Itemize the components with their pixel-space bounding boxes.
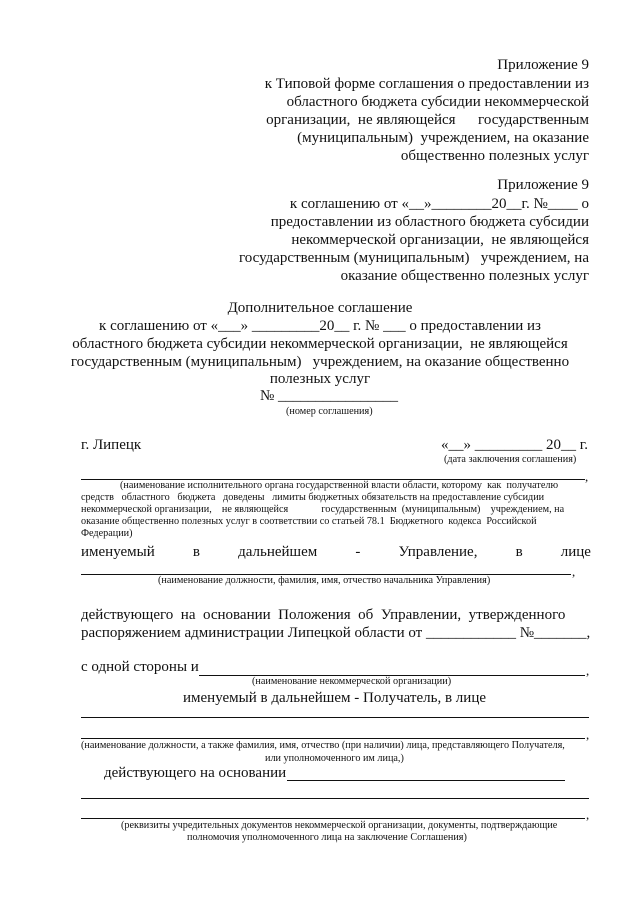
heading-title: Дополнительное соглашение [227, 300, 413, 316]
comma: , [585, 469, 589, 484]
appendix-2-line-2: предоставлении из областного бюджета субсидии [270, 214, 589, 230]
recipient-acting: действующего на основании [104, 765, 287, 781]
recipient-named: именуемый в дальнейшем - Получатель, в лице [183, 690, 487, 706]
heading-line-3: государственным (муниципальным) учреждением, на оказание общественно [70, 354, 570, 370]
appendix-2-line-5: оказание общественно полезных услуг [340, 268, 589, 284]
comma: , [586, 727, 590, 742]
appendix-1-line-4: (муниципальным) учреждением, на оказание [297, 130, 589, 146]
appendix-2-line-4: государственным (муниципальным) учреждением, на [238, 250, 589, 266]
comma: , [586, 807, 590, 822]
comma: , [572, 564, 576, 579]
recipient-rep-caption-2: или уполномоченного им лица,) [265, 753, 404, 764]
agreement-date-caption: (дата заключения соглашения) [444, 454, 577, 465]
appendix-1-line-3: организации, не являющейся государственным [266, 112, 589, 128]
recipient-basis-field-3[interactable] [81, 818, 585, 819]
appendix-1-line-2: областного бюджета субсидии некоммерческой [286, 94, 589, 110]
word: в [515, 544, 523, 560]
appendix-2-line-1: к соглашению от «__»________20__г. №____ о [289, 196, 589, 212]
recipient-lead: с одной стороны и [81, 659, 199, 675]
appendix-1-line-5: общественно полезных услуг [400, 148, 589, 164]
org-caption-line-1: (наименование исполнительного органа государственной власти области, которому как получателю [120, 480, 559, 491]
heading-line-1: к соглашению от «___» _________20__ г. № ___ о предоставлении из [99, 318, 541, 334]
recipient-basis-caption-1: (реквизиты учредительных документов некоммерческой организации, документы, подтверждающие [121, 820, 558, 831]
recipient-rep-field-1[interactable] [81, 717, 589, 718]
word: в [192, 544, 200, 560]
recipient-basis-caption-2: полномочия уполномоченного лица на заключение Соглашения) [187, 832, 467, 843]
recipient-basis-field-2[interactable] [81, 798, 589, 799]
word: Управление, [398, 544, 478, 560]
appendix-1-title: Приложение 9 [497, 57, 589, 73]
city: г. Липецк [81, 437, 142, 453]
named-admin-line [81, 545, 591, 563]
org-caption-line-2: средств областного бюджета доведены лимиты бюджетных обязательств на предоставление субсидии [81, 492, 545, 503]
basis-line-2: распоряжением администрации Липецкой области от ____________ №_______, [81, 625, 591, 641]
agreement-date-field[interactable]: «__» _________ 20__ г. [441, 437, 588, 453]
appendix-1-line-1: к Типовой форме соглашения о предоставлении из [264, 76, 589, 92]
comma: , [586, 663, 590, 678]
org-caption-line-3: некоммерческой организации, не являющейся государственным (муниципальным) учреждением, на [81, 504, 565, 515]
heading-line-2: областного бюджета субсидии некоммерческой организации, не являющейся [72, 336, 568, 352]
heading-line-4: полезных услуг [269, 371, 371, 387]
agreement-number-caption: (номер соглашения) [286, 406, 373, 417]
appendix-2-line-3: некоммерческой организации, не являющейся [291, 232, 589, 248]
agreement-number-field[interactable]: № ________________ [260, 388, 399, 404]
recipient-rep-caption-1: (наименование должности, а также фамилия, имя, отчество (при наличии) лица, представляющего Получателя, [81, 740, 565, 751]
recipient-basis-field-1[interactable] [287, 780, 565, 781]
org-caption-line-5: Федерации) [81, 528, 133, 539]
recipient-name-caption: (наименование некоммерческой организации) [252, 676, 452, 687]
recipient-rep-field-2[interactable] [81, 738, 585, 739]
org-caption-line-4: оказание общественно полезных услуг в соответствии со статьей 78.1 Бюджетного кодекса Российской [81, 516, 537, 527]
basis-line-1: действующего на основании Положения об Управлении, утвержденного [81, 607, 566, 623]
word: именуемый [81, 544, 155, 560]
word: - [355, 544, 361, 560]
admin-head-caption: (наименование должности, фамилия, имя, отчество начальника Управления) [158, 575, 491, 586]
appendix-2-title: Приложение 9 [497, 177, 589, 193]
word: дальнейшем [238, 544, 318, 560]
word: лице [560, 544, 591, 560]
